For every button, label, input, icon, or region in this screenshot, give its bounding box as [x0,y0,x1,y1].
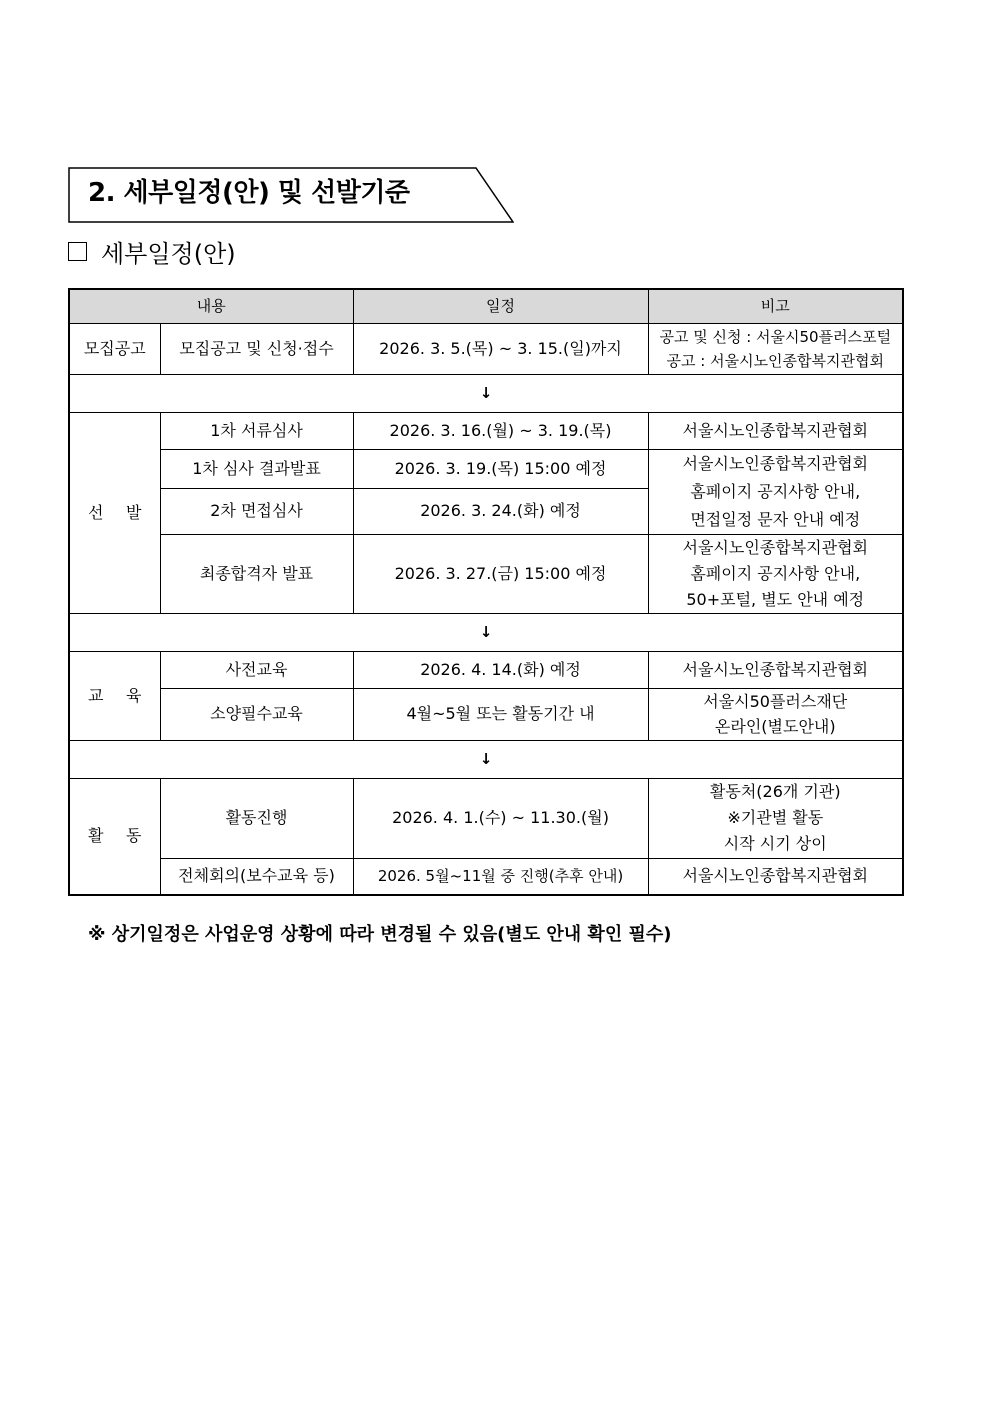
note-selection-merged [648,449,903,534]
category-char: 발 [126,502,142,522]
table-row [69,688,903,740]
category-activity [69,778,160,895]
arrow-row [69,613,903,651]
item-activity-2: 전체회의(보수교육 등) [160,858,353,895]
category-char: 선 [88,502,104,522]
note-activity-1 [648,778,903,858]
note-line: 서울시50플러스재단 [703,692,848,711]
item-selection-2: 1차 심사 결과발표 [160,449,353,489]
note-line: 50+포털, 별도 안내 예정 [686,589,865,609]
note-education-1: 서울시노인종합복지관협회 [648,651,903,688]
note-line: 온라인(별도안내) [714,717,836,736]
note-line: 공고 : 서울시노인종합복지관협회 [666,351,884,370]
table-row [69,534,903,613]
arrow-down-icon: ↓ [69,374,903,412]
item-education-1: 사전교육 [160,651,353,688]
note-recruit [648,323,903,374]
note-line: 서울시노인종합복지관협회 [682,453,868,473]
category-recruit: 모집공고 [69,323,160,374]
table-row [69,778,903,858]
header-content: 내용 [69,289,353,323]
arrow-down-icon: ↓ [69,740,903,778]
item-selection-3: 2차 면접심사 [160,489,353,534]
note-line: 활동처(26개 기관) [709,782,841,801]
item-activity-1: 활동진행 [160,778,353,858]
note-education-2 [648,688,903,740]
subheading-text: 세부일정(안) [101,239,236,268]
table-row [69,412,903,449]
category-education [69,651,160,740]
category-char: 활 [88,826,104,846]
note-selection-4 [648,534,903,613]
category-char: 육 [126,685,142,705]
schedule-table [68,288,904,896]
note-line: 공고 및 신청 : 서울시50플러스포털 [659,327,892,346]
category-char: 교 [88,685,104,705]
date-education-1: 2026. 4. 14.(화) 예정 [353,651,648,688]
item-education-2: 소양필수교육 [160,688,353,740]
subheading [68,234,236,268]
note-line: 시작 시기 상이 [723,834,827,853]
category-char: 동 [126,826,142,846]
date-activity-1: 2026. 4. 1.(수) ~ 11.30.(월) [353,778,648,858]
item-recruit: 모집공고 및 신청·접수 [160,323,353,374]
date-selection-1: 2026. 3. 16.(월) ~ 3. 19.(목) [353,412,648,449]
table-row [69,651,903,688]
note-selection-1: 서울시노인종합복지관협회 [648,412,903,449]
arrow-row [69,374,903,412]
date-activity-2: 2026. 5월~11월 중 진행(추후 안내) [353,858,648,895]
table-row [69,449,903,489]
note-line: ※기관별 활동 [727,808,824,827]
note-activity-2: 서울시노인종합복지관협회 [648,858,903,895]
date-selection-2: 2026. 3. 19.(목) 15:00 예정 [353,449,648,489]
item-selection-4: 최종합격자 발표 [160,534,353,613]
table-row [69,323,903,374]
note-line: 서울시노인종합복지관협회 [682,537,868,557]
note-line: 홈페이지 공지사항 안내, [690,563,861,583]
note-line: 면접일정 문자 안내 예정 [690,509,861,529]
date-selection-4: 2026. 3. 27.(금) 15:00 예정 [353,534,648,613]
header-schedule: 일정 [353,289,648,323]
header-remarks: 비고 [648,289,903,323]
date-recruit: 2026. 3. 5.(목) ~ 3. 15.(일)까지 [353,323,648,374]
arrow-down-icon: ↓ [69,613,903,651]
arrow-row [69,740,903,778]
table-row [69,858,903,895]
section-title: 2. 세부일정(안) 및 선발기준 [88,178,410,208]
date-education-2: 4월~5월 또는 활동기간 내 [353,688,648,740]
section-header [68,167,514,223]
table-header-row [69,289,903,323]
note-line: 홈페이지 공지사항 안내, [690,481,861,501]
footnote: ※ 상기일정은 사업운영 상황에 따라 변경될 수 있음(별도 안내 확인 필수) [88,924,672,945]
date-selection-3: 2026. 3. 24.(화) 예정 [353,489,648,534]
item-selection-1: 1차 서류심사 [160,412,353,449]
category-selection [69,412,160,613]
checkbox-icon [68,242,87,261]
